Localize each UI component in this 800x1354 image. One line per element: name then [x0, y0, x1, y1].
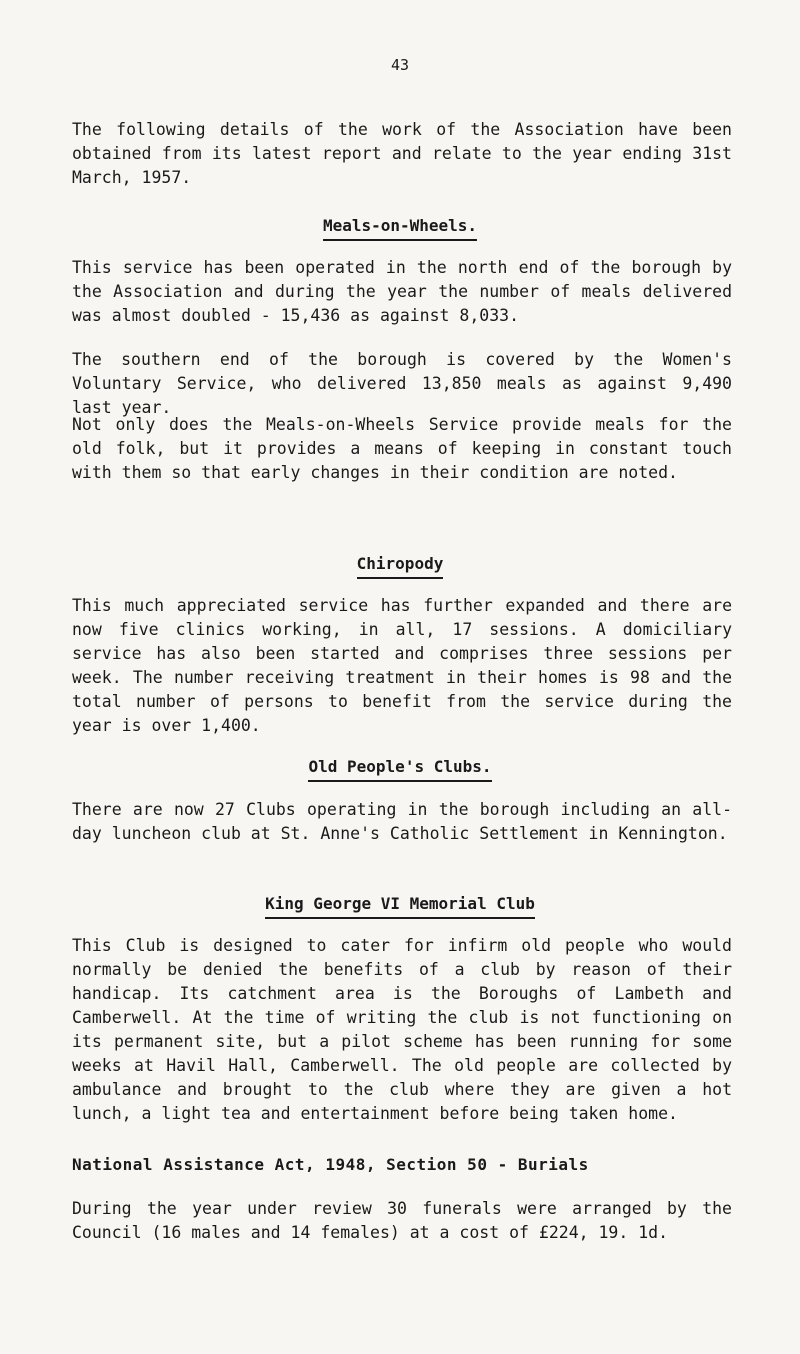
clubs-paragraph: There are now 27 Clubs operating in the borough including an all-day luncheon club at St. Anne's Catholic Settlement in Kennington. — [72, 800, 732, 843]
burials-paragraph: During the year under review 30 funerals were arranged by the Council (16 males and 14 females) at a cost of £224, 19. 1d. — [72, 1199, 732, 1242]
heading-meals-on-wheels — [0, 216, 800, 241]
chiropody-paragraph: This much appreciated service has further expanded and there are now five clinics working, in all, 17 sessions. A domiciliary service has also been started and comprises three sessions per week. The number receiving treatment in their homes is 98 and the total number of persons to benefit from the service during the year is over 1,400. — [72, 596, 732, 735]
heading-national-assistance-burials-text: National Assistance Act, 1948, Section 50 - Burials — [72, 1155, 589, 1174]
heading-national-assistance-burials — [72, 1155, 732, 1174]
heading-meals-on-wheels-text: Meals-on-Wheels. — [323, 216, 477, 241]
page-number: 43 — [390, 56, 410, 74]
heading-king-george-club-text: King George VI Memorial Club — [265, 894, 535, 919]
meals-paragraph-2: The southern end of the borough is covered by the Women's Voluntary Service, who delivered 13,850 meals as against 9,490 last year. — [72, 350, 732, 417]
heading-old-peoples-clubs-text: Old People's Clubs. — [308, 757, 491, 782]
meals-paragraph-3: Not only does the Meals-on-Wheels Service provide meals for the old folk, but it provides a means of keeping in constant touch with them so that early changes in their condition are noted. — [72, 415, 732, 482]
meals-paragraph-1: This service has been operated in the north end of the borough by the Association and during the year the number of meals delivered was almost doubled - 15,436 as against 8,033. — [72, 258, 732, 325]
intro-paragraph: The following details of the work of the Association have been obtained from its latest report and relate to the year ending 31st March, 1957. — [72, 120, 732, 187]
heading-old-peoples-clubs — [0, 757, 800, 782]
heading-king-george-club — [0, 894, 800, 919]
king-george-paragraph: This Club is designed to cater for infirm old people who would normally be denied the benefits of a club by reason of their handicap. Its catchment area is the Boroughs of Lambeth and Camberwell. At the time of writing the club is not functioning on its permanent site, but a pilot scheme has been running for some weeks at Havil Hall, Camberwell. The old people are collected by ambulance and brought to the club where they are given a hot lunch, a light tea and entertainment before being taken home. — [72, 936, 732, 1123]
heading-chiropody — [0, 554, 800, 579]
heading-chiropody-text: Chiropody — [357, 554, 444, 579]
